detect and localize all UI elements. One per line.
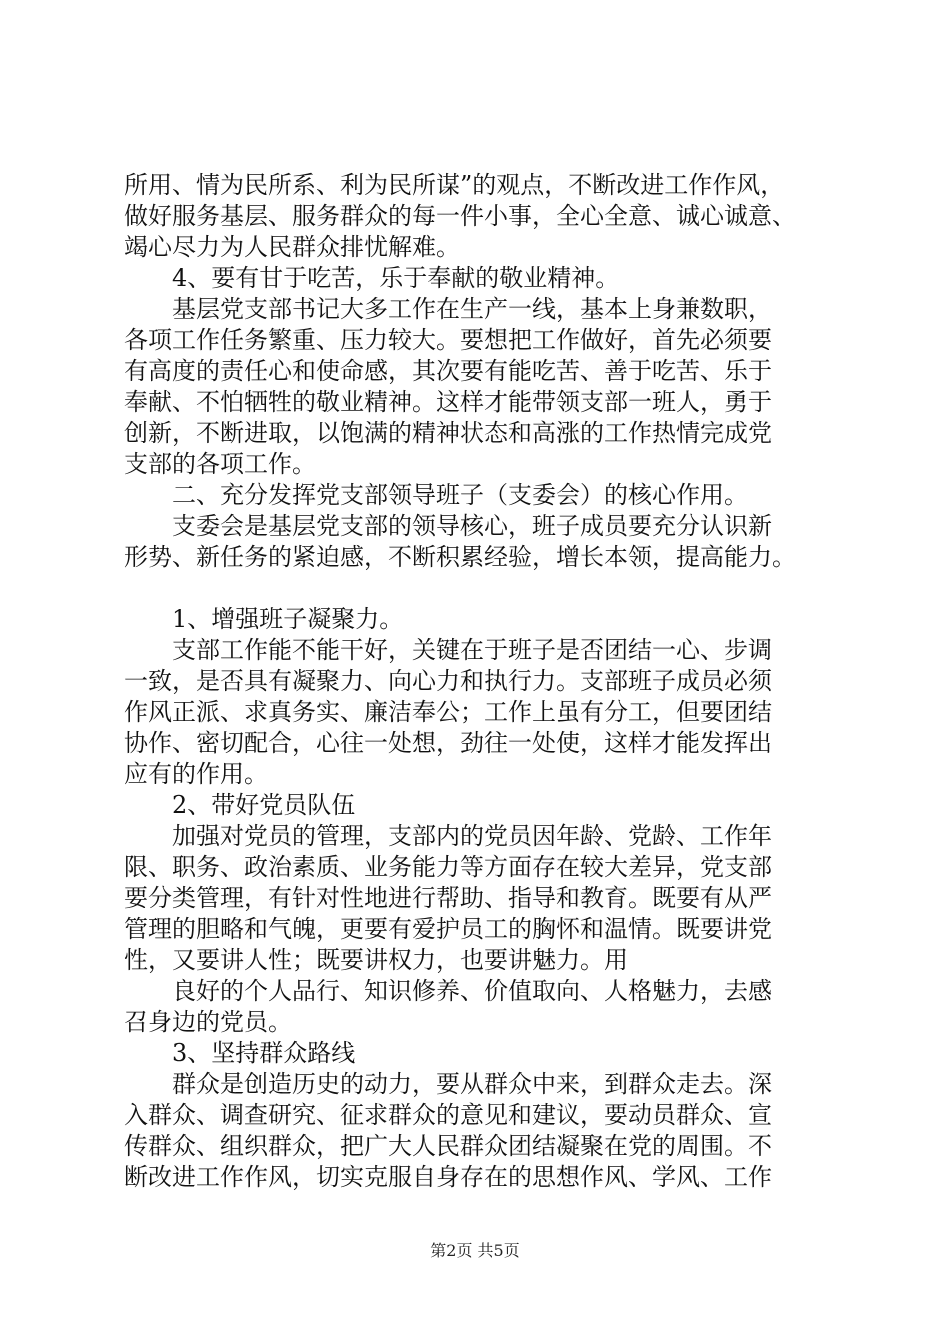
text-line: 创新，不断进取，以饱满的精神状态和高涨的工作热情完成党 xyxy=(124,419,772,447)
page-number-footer: 第2页 共5页 xyxy=(430,1241,520,1260)
text-line: 有高度的责任心和使命感，其次要有能吃苦、善于吃苦、乐于 xyxy=(124,357,772,385)
text-line: 入群众、调查研究、征求群众的意见和建议，要动员群众、宣 xyxy=(124,1101,772,1129)
text-line: 应有的作用。 xyxy=(124,760,268,788)
text-line: 限、职务、政治素质、业务能力等方面存在较大差异，党支部 xyxy=(124,853,772,881)
text-line: 协作、密切配合，心往一处想，劲往一处使，这样才能发挥出 xyxy=(124,729,772,757)
text-line: 断改进工作作风，切实克服自身存在的思想作风、学风、工作 xyxy=(124,1163,772,1191)
paragraph-start: 支部工作能不能干好，关键在于班子是否团结一心、步调 xyxy=(172,636,772,664)
paragraph-start: 群众是创造历史的动力，要从群众中来，到群众走去。深 xyxy=(172,1070,772,1098)
paragraph-start: 支委会是基层党支部的领导核心，班子成员要充分认识新 xyxy=(172,512,772,540)
text-line: 奉献、不怕牺牲的敬业精神。这样才能带领支部一班人，勇于 xyxy=(124,388,772,416)
text-line: 所用、情为民所系、利为民所谋”的观点，不断改进工作作风， xyxy=(124,171,785,199)
text-line: 一致，是否具有凝聚力、向心力和执行力。支部班子成员必须 xyxy=(124,667,772,695)
paragraph-start: 加强对党员的管理，支部内的党员因年龄、党龄、工作年 xyxy=(172,822,772,850)
section-heading: 3、坚持群众路线 xyxy=(172,1039,356,1067)
section-heading: 4、要有甘于吃苦，乐于奉献的敬业精神。 xyxy=(172,264,620,292)
text-line: 要分类管理，有针对性地进行帮助、指导和教育。既要有从严 xyxy=(124,884,772,912)
text-line: 支部的各项工作。 xyxy=(124,450,316,478)
paragraph-start: 基层党支部书记大多工作在生产一线，基本上身兼数职， xyxy=(172,295,772,323)
text-line: 竭心尽力为人民群众排忧解难。 xyxy=(124,233,460,261)
blank-line xyxy=(124,573,844,604)
text-line: 作风正派、求真务实、廉洁奉公；工作上虽有分工，但要团结 xyxy=(124,698,772,726)
text-line: 召身边的党员。 xyxy=(124,1008,292,1036)
text-line: 各项工作任务繁重、压力较大。要想把工作做好，首先必须要 xyxy=(124,326,772,354)
text-line: 形势、新任务的紧迫感，不断积累经验，增长本领，提高能力。 xyxy=(124,543,796,571)
text-line: 管理的胆略和气魄，更要有爱护员工的胸怀和温情。既要讲党 xyxy=(124,915,772,943)
section-heading: 2、带好党员队伍 xyxy=(172,791,356,819)
document-body xyxy=(124,170,844,1193)
section-heading: 二、充分发挥党支部领导班子（支委会）的核心作用。 xyxy=(172,481,748,509)
paragraph-start: 良好的个人品行、知识修养、价值取向、人格魅力，去感 xyxy=(172,977,772,1005)
text-line: 做好服务基层、服务群众的每一件小事，全心全意、诚心诚意、 xyxy=(124,202,796,230)
section-heading: 1、增强班子凝聚力。 xyxy=(172,605,404,633)
text-line: 性，又要讲人性；既要讲权力，也要讲魅力。用 xyxy=(124,946,628,974)
text-line: 传群众、组织群众，把广大人民群众团结凝聚在党的周围。不 xyxy=(124,1132,772,1160)
